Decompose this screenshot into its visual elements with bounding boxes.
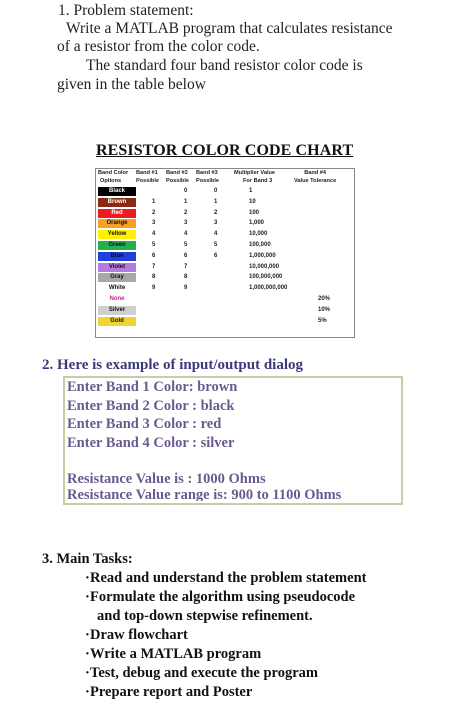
task-item bbox=[85, 646, 262, 663]
cell-b2: 1 bbox=[184, 198, 188, 205]
task-item bbox=[85, 570, 367, 587]
color-swatch-blue: Blue bbox=[98, 252, 136, 261]
color-swatch-yellow: Yellow bbox=[98, 230, 136, 239]
cell-b3: 3 bbox=[214, 220, 218, 227]
task-text: Test, debug and execute the program bbox=[90, 665, 318, 681]
cell-b3: 5 bbox=[214, 242, 218, 248]
color-swatch-silver: Silver bbox=[98, 306, 136, 315]
cell-b2: 6 bbox=[184, 252, 188, 259]
io-line-1: Enter Band 1 Color: brown bbox=[67, 379, 238, 395]
bullet-icon: · bbox=[85, 627, 90, 643]
header-band1: Band #1 Possible bbox=[136, 170, 160, 184]
task-text: Draw flowchart bbox=[90, 627, 188, 643]
task-text: Prepare report and Poster bbox=[90, 684, 253, 700]
cell-b1: 6 bbox=[152, 252, 156, 259]
cell-b3: 0 bbox=[214, 188, 218, 194]
cell-tol: 5% bbox=[318, 317, 327, 324]
section1-title: 1. Problem statement: bbox=[58, 2, 194, 19]
cell-mult: 1,000 bbox=[249, 220, 265, 227]
cell-mult: 1,000,000,000 bbox=[249, 285, 288, 292]
cell-b1: 9 bbox=[152, 285, 156, 292]
header-band4: Band #4 Value Tolerance bbox=[294, 170, 337, 184]
io-line-2: Enter Band 2 Color : black bbox=[67, 398, 235, 414]
io-line-resistance: Resistance Value is : 1000 Ohms bbox=[67, 471, 266, 487]
cell-tol: 10% bbox=[318, 306, 331, 313]
cell-b2: 4 bbox=[184, 231, 188, 238]
task-text: Read and understand the problem statement bbox=[90, 570, 367, 586]
section1-line-4: given in the table below bbox=[57, 76, 206, 93]
header-band2: Band #2 Possible bbox=[166, 170, 190, 184]
io-line-range: Resistance Value range is: 900 to 1100 Ohms bbox=[67, 489, 342, 501]
color-swatch-gold: Gold bbox=[98, 317, 136, 326]
bullet-icon: · bbox=[85, 589, 90, 605]
section1-line-1: Write a MATLAB program that calculates resistance bbox=[66, 20, 393, 37]
section1-line-3: The standard four band resistor color code is bbox=[86, 57, 363, 74]
cell-b2: 9 bbox=[184, 285, 188, 292]
cell-b3: 2 bbox=[214, 209, 218, 216]
header-multiplier: Multiplier Value For Band 3 bbox=[234, 170, 276, 184]
cell-mult: 10 bbox=[249, 198, 256, 205]
cell-b1: 1 bbox=[152, 198, 156, 205]
cell-mult: 100,000,000 bbox=[249, 274, 283, 281]
cell-b1: 7 bbox=[152, 263, 156, 270]
task-item bbox=[85, 627, 188, 644]
header-band-color: Band Color Options bbox=[98, 170, 129, 184]
task-text: Formulate the algorithm using pseudocode bbox=[90, 589, 356, 605]
cell-b1: 3 bbox=[152, 220, 156, 227]
cell-b3: 1 bbox=[214, 198, 218, 205]
task-text: and top-down stepwise refinement. bbox=[97, 608, 313, 624]
cell-tol: 20% bbox=[318, 296, 331, 302]
task-item bbox=[85, 665, 318, 682]
cell-mult: 100,000 bbox=[249, 242, 271, 248]
bullet-icon: · bbox=[85, 684, 90, 700]
task-item bbox=[85, 589, 356, 606]
bullet-icon: · bbox=[85, 570, 90, 586]
color-swatch-none: None bbox=[98, 295, 136, 304]
resistor-color-code-table bbox=[95, 168, 355, 338]
color-swatch-orange: Orange bbox=[98, 219, 136, 228]
cell-b2: 0 bbox=[184, 188, 188, 194]
cell-mult: 10,000 bbox=[249, 231, 268, 238]
color-swatch-black: Black bbox=[98, 187, 136, 196]
cell-mult: 10,000,000 bbox=[249, 263, 280, 270]
color-swatch-gray: Gray bbox=[98, 273, 136, 282]
task-text: Write a MATLAB program bbox=[90, 646, 262, 662]
color-swatch-green: Green bbox=[98, 241, 136, 250]
cell-b1: 8 bbox=[152, 274, 156, 281]
io-dialog-box bbox=[63, 376, 403, 505]
bullet-icon: · bbox=[85, 665, 90, 681]
task-item bbox=[85, 684, 253, 701]
cell-b1: 2 bbox=[152, 209, 156, 216]
cell-b3: 6 bbox=[214, 252, 218, 259]
section1-line-2: of a resistor from the color code. bbox=[57, 38, 260, 55]
io-line-4: Enter Band 4 Color : silver bbox=[67, 435, 235, 451]
cell-mult: 1,000,000 bbox=[249, 252, 276, 259]
section3-title: 3. Main Tasks: bbox=[42, 551, 133, 567]
cell-b3: 4 bbox=[214, 231, 218, 238]
cell-b1: 4 bbox=[152, 231, 156, 238]
chart-title: RESISTOR COLOR CODE CHART bbox=[96, 142, 354, 159]
header-band3: Band #3 Possible bbox=[196, 170, 220, 184]
color-swatch-white: White bbox=[98, 284, 136, 293]
io-line-3: Enter Band 3 Color : red bbox=[67, 416, 222, 432]
cell-mult: 1 bbox=[249, 188, 253, 194]
color-swatch-violet: Violet bbox=[98, 263, 136, 272]
section2-title: 2. Here is example of input/output dialog bbox=[42, 357, 303, 373]
color-swatch-brown: Brown bbox=[98, 198, 136, 207]
cell-b2: 3 bbox=[184, 220, 188, 227]
bullet-icon: · bbox=[85, 646, 90, 662]
cell-b2: 5 bbox=[184, 242, 188, 248]
cell-b2: 8 bbox=[184, 274, 188, 281]
color-swatch-red: Red bbox=[98, 209, 136, 218]
cell-b1: 5 bbox=[152, 242, 156, 248]
cell-b2: 7 bbox=[184, 263, 188, 270]
task-item bbox=[97, 608, 313, 625]
cell-b2: 2 bbox=[184, 209, 188, 216]
cell-mult: 100 bbox=[249, 209, 260, 216]
